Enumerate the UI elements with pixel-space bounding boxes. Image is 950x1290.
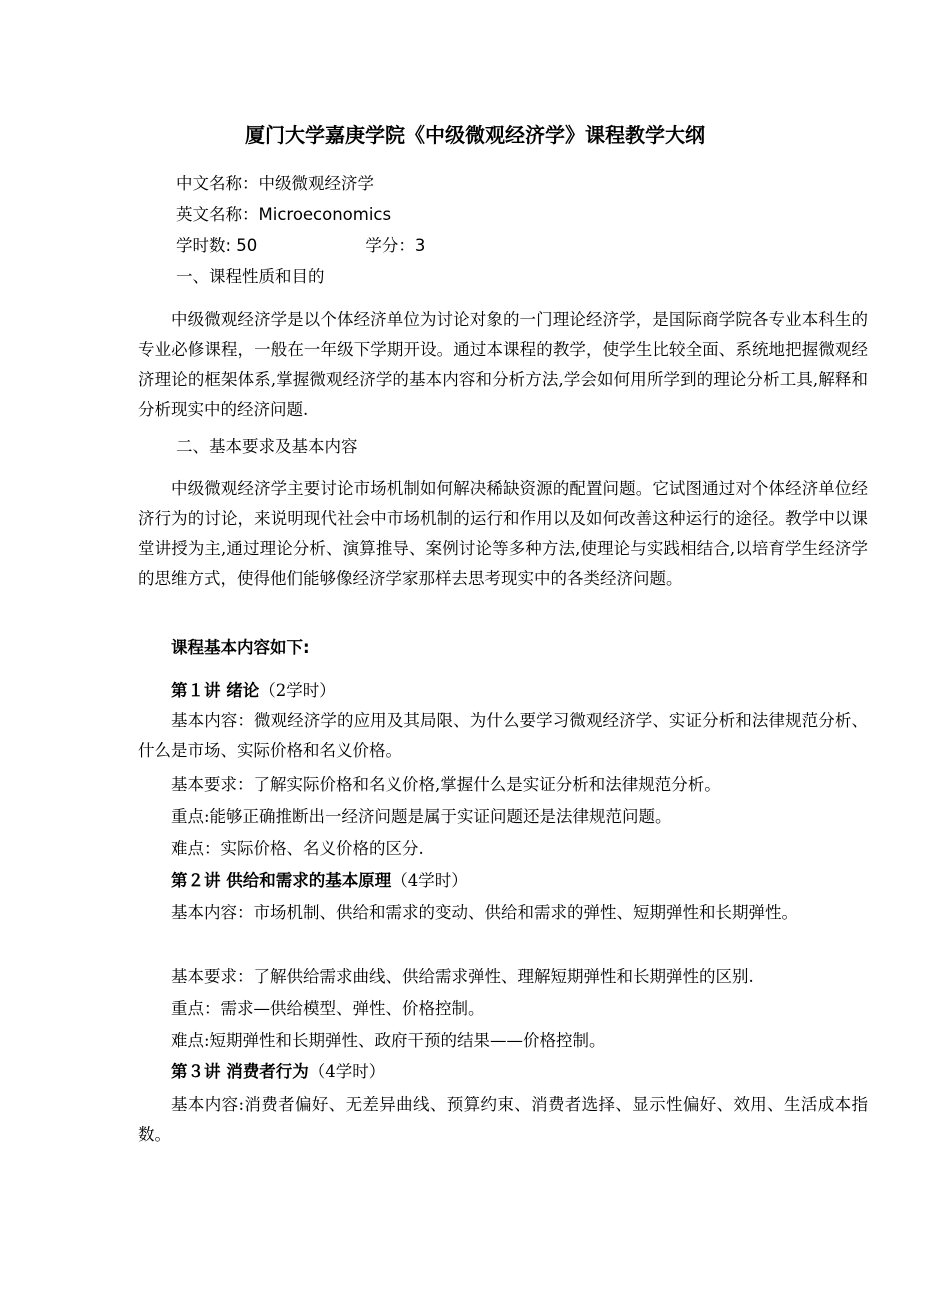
lecture-2-hours: （4学时） xyxy=(391,871,468,890)
lecture-1-heading xyxy=(171,679,336,703)
english-name: 英文名称：Microeconomics xyxy=(176,205,392,224)
lecture-1-key-point: 重点:能够正确推断出一经济问题是属于实证问题还是法律规范问题。 xyxy=(171,807,672,826)
lecture-1-content: 基本内容：微观经济学的应用及其局限、为什么要学习微观经济学、实证分析和法律规范分析、什么是市场、实际价格和名义价格。 xyxy=(138,711,868,760)
lecture-1-title: 第１讲 绪论 xyxy=(171,681,260,700)
lecture-3-hours: （4学时） xyxy=(308,1062,386,1081)
credits: 学分：3 xyxy=(365,236,426,255)
lecture-3-title: 第３讲 消费者行为 xyxy=(171,1062,309,1081)
chinese-name: 中文名称：中级微观经济学 xyxy=(176,174,374,193)
lecture-2-difficulty: 难点:短期弹性和长期弹性、政府干预的结果——价格控制。 xyxy=(171,1031,606,1050)
lecture-3-heading xyxy=(171,1060,385,1084)
lecture-2-key-point: 重点：需求—供给模型、弹性、价格控制。 xyxy=(171,999,485,1018)
section-heading-nature: 一、课程性质和目的 xyxy=(176,267,325,286)
lecture-2-title: 第２讲 供给和需求的基本原理 xyxy=(171,871,392,890)
document-title: 厦门大学嘉庚学院《中级微观经济学》课程教学大纲 xyxy=(245,123,705,147)
lecture-1-hours: （2学时） xyxy=(259,681,336,700)
lecture-2-content: 基本内容：市场机制、供给和需求的变动、供给和需求的弹性、短期弹性和长期弹性。 xyxy=(171,903,798,922)
section-heading-requirements: 二、基本要求及基本内容 xyxy=(176,437,358,456)
content-intro: 课程基本内容如下: xyxy=(171,638,310,657)
section-requirements-text: 中级微观经济学主要讨论市场机制如何解决稀缺资源的配置问题。它试图通过对个体经济单位经济行为的讨论，来说明现代社会中市场机制的运行和作用以及如何改善这种运行的途径。教学中以课堂讲授为主,通过理论分析、演算推导、案例讨论等多种方法,使理论与实践相结合,以培育学生经济学的思维方式，使得他们能够像经济学家那样去思考现实中的各类经济问题。 xyxy=(138,479,868,588)
lecture-1-requirement: 基本要求：了解实际价格和名义价格,掌握什么是实证分析和法律规范分析。 xyxy=(171,775,721,794)
lecture-2-requirement: 基本要求：了解供给需求曲线、供给需求弹性、理解短期弹性和长期弹性的区别. xyxy=(171,967,754,986)
hours-credits-row xyxy=(176,234,425,258)
lecture-2-heading xyxy=(171,869,468,893)
section-nature-text: 中级微观经济学是以个体经济单位为讨论对象的一门理论经济学，是国际商学院各专业本科生的专业必修课程，一般在一年级下学期开设。通过本课程的教学，使学生比较全面、系统地把握微观经济理论的框架体系,掌握微观经济学的基本内容和分析方法,学会如何用所学到的理论分析工具,解释和分析现实中的经济问题. xyxy=(138,310,868,419)
class-hours: 学时数: 50 xyxy=(176,236,258,255)
lecture-3-content: 基本内容:消费者偏好、无差异曲线、预算约束、消费者选择、显示性偏好、效用、生活成本指数。 xyxy=(138,1095,868,1144)
lecture-1-difficulty: 难点：实际价格、名义价格的区分. xyxy=(171,839,424,858)
